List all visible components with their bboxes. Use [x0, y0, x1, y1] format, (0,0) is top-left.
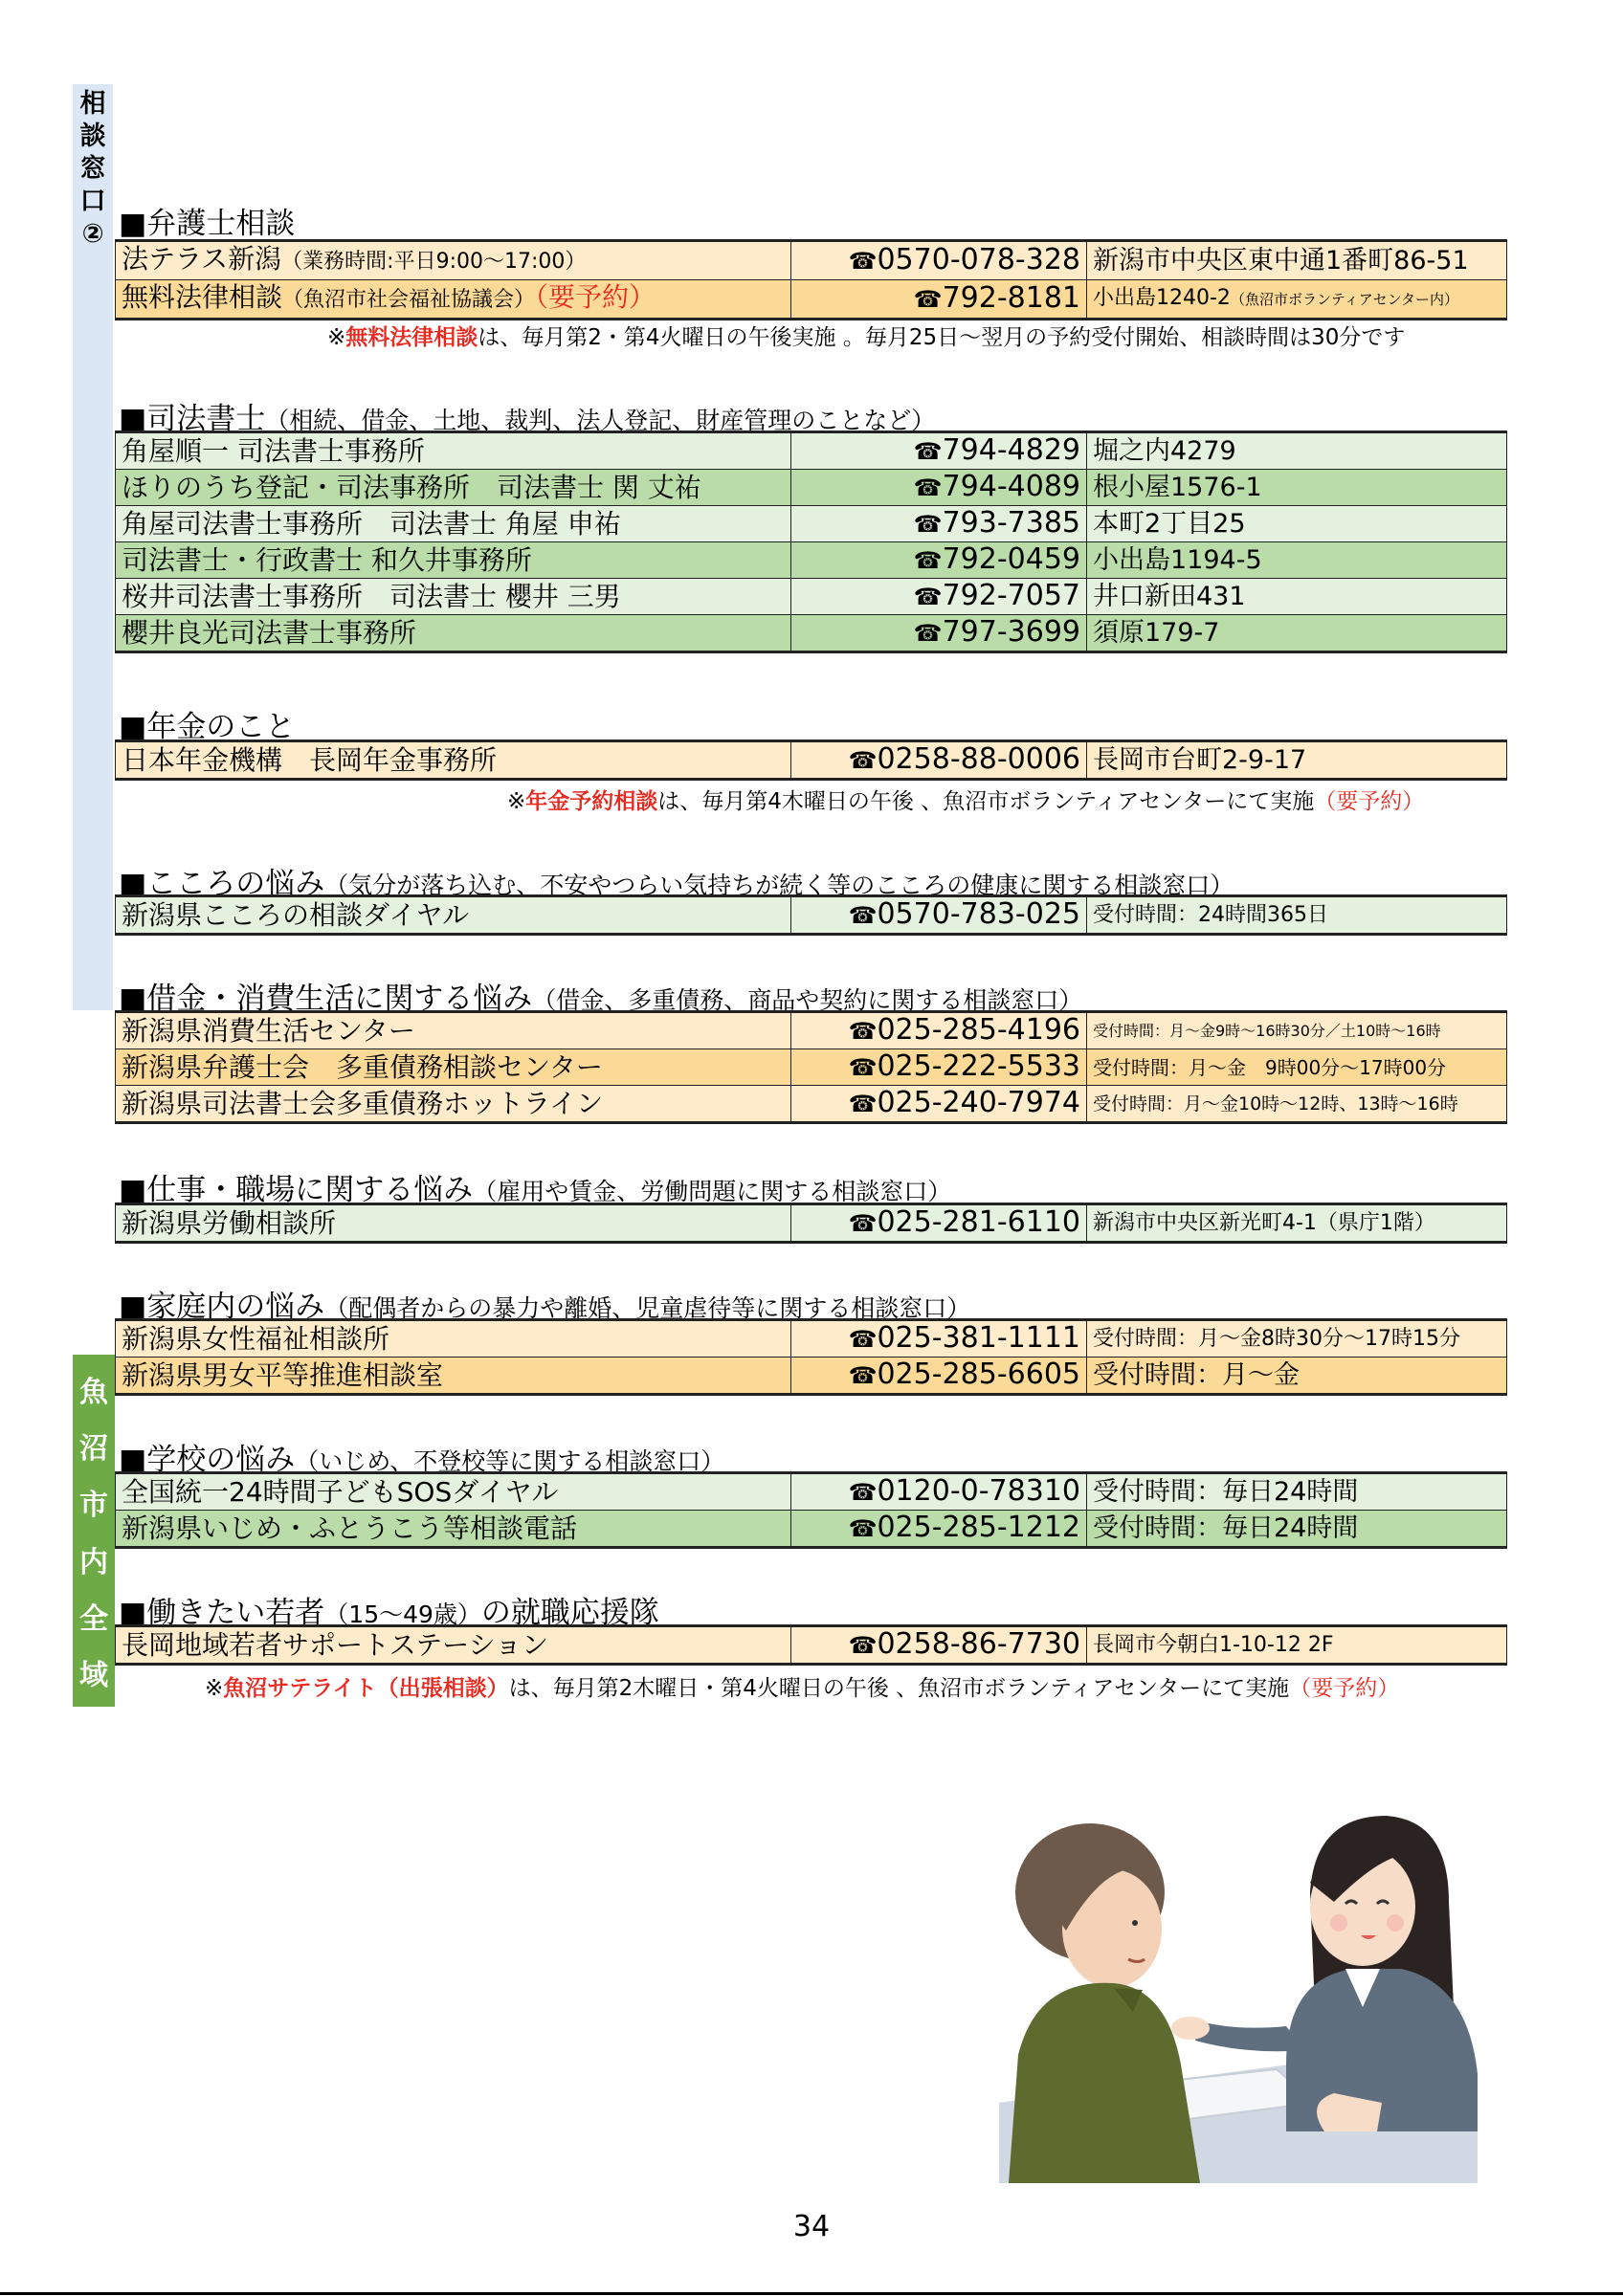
- contact-name: 新潟県男女平等推進相談室: [116, 1358, 791, 1395]
- section-title: ■家庭内の悩み: [119, 1290, 325, 1324]
- pension-note: [507, 784, 1424, 815]
- phone-icon: ☎: [848, 1210, 878, 1237]
- phone-number: 792-7057: [942, 579, 1080, 612]
- phone-number: 0570-783-025: [877, 897, 1080, 931]
- phone-number: 0120-0-78310: [877, 1474, 1080, 1508]
- phone-icon: ☎: [913, 511, 943, 538]
- phone-number: 025-240-7974: [877, 1086, 1080, 1119]
- contact-name: 桜井司法書士事務所 司法書士 櫻井 三男: [116, 579, 791, 615]
- table-row: [116, 741, 1507, 780]
- address-cell: 堀之内4279: [1087, 432, 1507, 470]
- table-row: [116, 280, 1507, 320]
- section-title: ■年金のこと: [119, 710, 296, 744]
- hours-cell: 受付時間：月～金: [1087, 1358, 1507, 1395]
- contact-name: 櫻井良光司法書士事務所: [116, 615, 791, 652]
- phone-cell[interactable]: [791, 280, 1087, 320]
- hours-cell: 受付時間：月～金9時～16時30分／土10時～16時: [1087, 1012, 1507, 1049]
- contact-name: 長岡地域若者サポートステーション: [116, 1626, 791, 1665]
- section-title-suffix: の就職応援隊: [480, 1596, 659, 1630]
- contact-name: 全国統一24時間子どもSOSダイヤル: [116, 1473, 791, 1511]
- side-tab-char: ②: [81, 219, 104, 249]
- contact-name: 日本年金機構 長岡年金事務所: [116, 741, 791, 780]
- phone-number: 793-7385: [942, 506, 1080, 540]
- address-cell: 本町2丁目25: [1087, 506, 1507, 542]
- hours-cell: 受付時間：月～金10時～12時、13時～16時: [1087, 1086, 1507, 1123]
- address-cell: 新潟市中央区東中通1番町86-51: [1087, 241, 1507, 280]
- mind-table: [115, 894, 1507, 936]
- table-row: [116, 579, 1507, 615]
- phone-icon: ☎: [848, 248, 878, 275]
- phone-number: 797-3699: [942, 615, 1080, 649]
- contact-name: 新潟県司法書士会多重債務ホットライン: [116, 1086, 791, 1123]
- side-tab-consultation: [73, 84, 113, 1010]
- note-prefix: ※: [507, 789, 526, 814]
- consultation-illustration: [999, 1816, 1506, 2183]
- business-hours-note: （業務時間:平日9:00～17:00）: [281, 250, 587, 274]
- section-subtitle: （相続、借金、土地、裁判、法人登記、財産管理のことなど）: [265, 407, 936, 434]
- family-table: [115, 1318, 1507, 1396]
- section-subtitle: （15～49歳）: [324, 1601, 481, 1628]
- phone-cell[interactable]: [791, 506, 1087, 542]
- section-subtitle: （借金、多重債務、商品や契約に関する相談窓口）: [532, 986, 1083, 1014]
- side-tab-char: 域: [79, 1659, 108, 1693]
- note-emphasis: 魚沼サテライト（出張相談）: [223, 1676, 509, 1701]
- work-table: [115, 1203, 1507, 1244]
- phone-number: 025-222-5533: [877, 1049, 1080, 1083]
- note-emphasis: 年金予約相談: [525, 789, 658, 814]
- table-row: [116, 1320, 1507, 1358]
- contact-name: [116, 241, 791, 280]
- phone-number: 025-285-1212: [877, 1511, 1080, 1544]
- pension-table: [115, 740, 1507, 781]
- phone-cell[interactable]: [791, 1320, 1087, 1358]
- contact-name: 角屋順一 司法書士事務所: [116, 432, 791, 470]
- note-text: は、毎月第2木曜日・第4火曜日の午後 、魚沼市ボランティアセンターにて実施: [508, 1676, 1290, 1701]
- phone-cell[interactable]: [791, 1511, 1087, 1548]
- contact-name: 新潟県弁護士会 多重債務相談センター: [116, 1049, 791, 1086]
- phone-icon: ☎: [848, 902, 878, 929]
- address-text: 小出島1240-2: [1093, 286, 1231, 310]
- phone-cell[interactable]: [791, 241, 1087, 280]
- section-title: ■学校の悩み: [119, 1443, 296, 1477]
- phone-number: 0570-078-328: [877, 243, 1080, 276]
- hours-cell: 受付時間：月～金 9時00分～17時00分: [1087, 1049, 1507, 1086]
- phone-cell[interactable]: [791, 1012, 1087, 1049]
- phone-cell[interactable]: [791, 1358, 1087, 1395]
- phone-number: 0258-88-0006: [877, 742, 1080, 776]
- organizer-note: （魚沼市社会福祉協議会）: [282, 288, 536, 312]
- note-text: は、毎月第4木曜日の午後 、魚沼市ボランティアセンターにて実施: [657, 789, 1315, 814]
- phone-icon: ☎: [848, 1018, 878, 1045]
- phone-number: 025-281-6110: [877, 1205, 1080, 1239]
- table-row: [116, 506, 1507, 542]
- table-row: [116, 1049, 1507, 1086]
- contact-name-text: 無料法律相談: [122, 281, 283, 313]
- table-row: [116, 542, 1507, 579]
- section-heading-lawyer: [119, 199, 295, 242]
- contact-name: 新潟県消費生活センター: [116, 1012, 791, 1049]
- side-tab-city-wide: [73, 1355, 115, 1707]
- phone-icon: ☎: [913, 547, 943, 574]
- phone-cell[interactable]: [791, 579, 1087, 615]
- phone-icon: ☎: [848, 1362, 878, 1389]
- phone-icon: ☎: [913, 620, 943, 647]
- note-prefix: ※: [205, 1676, 224, 1701]
- phone-cell[interactable]: [791, 896, 1087, 935]
- contact-name: 司法書士・行政書士 和久井事務所: [116, 542, 791, 579]
- address-cell: 根小屋1576-1: [1087, 470, 1507, 506]
- side-tab-char: 沼: [79, 1431, 108, 1466]
- phone-number: 0258-86-7730: [877, 1627, 1080, 1661]
- phone-cell[interactable]: [791, 1204, 1087, 1243]
- phone-cell[interactable]: [791, 432, 1087, 470]
- address-cell: 長岡市台町2-9-17: [1087, 741, 1507, 780]
- phone-icon: ☎: [848, 1326, 878, 1353]
- table-row: [116, 241, 1507, 280]
- page-bottom-rule: [0, 2292, 1623, 2295]
- section-subtitle: （気分が落ち込む、不安やつらい気持ちが続く等のこころの健康に関する相談窓口）: [324, 872, 1234, 899]
- table-row: [116, 1086, 1507, 1123]
- section-title: ■働きたい若者: [119, 1596, 325, 1630]
- table-row: [116, 470, 1507, 506]
- side-tab-char: 談: [79, 121, 106, 151]
- contact-name: ほりのうち登記・司法事務所 司法書士 関 丈祐: [116, 470, 791, 506]
- contact-name-text: 法テラス新潟: [122, 243, 282, 275]
- client-figure: [1009, 1823, 1200, 2183]
- contact-name: 角屋司法書士事務所 司法書士 角屋 申祐: [116, 506, 791, 542]
- table-row: [116, 1358, 1507, 1395]
- phone-icon: ☎: [848, 1054, 878, 1081]
- phone-number: 792-8181: [942, 281, 1080, 315]
- debt-table: [115, 1010, 1507, 1124]
- phone-icon: ☎: [848, 747, 878, 774]
- phone-icon: ☎: [848, 1479, 878, 1506]
- table-row: [116, 1473, 1507, 1511]
- phone-cell[interactable]: [791, 1049, 1087, 1086]
- address-cell: 長岡市今朝白1-10-12 2F: [1087, 1626, 1507, 1665]
- reservation-required-note: （要予約）: [1314, 789, 1425, 814]
- school-table: [115, 1471, 1507, 1549]
- reservation-required-note: （要予約）: [1289, 1676, 1400, 1701]
- note-emphasis: 無料法律相談: [345, 325, 478, 350]
- contact-name: 新潟県女性福祉相談所: [116, 1320, 791, 1358]
- phone-icon: ☎: [848, 1515, 878, 1542]
- contact-name: 新潟県いじめ・ふとうこう等相談電話: [116, 1511, 791, 1548]
- address-cell: 井口新田431: [1087, 579, 1507, 615]
- section-title: ■借金・消費生活に関する悩み: [119, 982, 533, 1016]
- hours-cell: 受付時間：毎日24時間: [1087, 1473, 1507, 1511]
- table-row: [116, 615, 1507, 652]
- phone-icon: ☎: [913, 438, 943, 465]
- hours-cell: 受付時間：毎日24時間: [1087, 1511, 1507, 1548]
- phone-icon: ☎: [913, 584, 943, 610]
- section-title: ■こころの悩み: [119, 867, 325, 901]
- address-note: （魚沼市ボランティアセンター内）: [1230, 291, 1458, 308]
- phone-number: 794-4829: [942, 433, 1080, 467]
- address-cell: 新潟市中央区新光町4-1（県庁1階）: [1087, 1204, 1507, 1243]
- youth-table: [115, 1624, 1507, 1666]
- side-tab-char: 口: [79, 187, 106, 216]
- page-number: 34: [792, 2210, 831, 2243]
- table-row: [116, 896, 1507, 935]
- phone-cell[interactable]: [791, 1473, 1087, 1511]
- phone-cell[interactable]: [791, 615, 1087, 652]
- phone-number: 792-0459: [942, 542, 1080, 576]
- side-tab-char: 魚: [79, 1375, 108, 1409]
- side-tab-char: 相: [79, 89, 106, 119]
- youth-note: [205, 1670, 1399, 1702]
- reservation-required-note: （要予約）: [535, 281, 656, 313]
- phone-icon: ☎: [913, 286, 943, 313]
- section-title: ■弁護士相談: [119, 207, 296, 241]
- section-subtitle: （いじめ、不登校等に関する相談窓口）: [295, 1447, 725, 1475]
- side-tab-char: 窓: [79, 154, 106, 184]
- section-subtitle: （雇用や賃金、労働問題に関する相談窓口）: [473, 1178, 952, 1205]
- phone-cell[interactable]: [791, 1626, 1087, 1665]
- phone-number: 025-285-6605: [877, 1358, 1080, 1391]
- table-row: [116, 1626, 1507, 1665]
- phone-number: 025-285-4196: [877, 1013, 1080, 1047]
- table-row: [116, 1204, 1507, 1243]
- section-title: ■司法書士: [119, 402, 266, 436]
- section-subtitle: （配偶者からの暴力や離婚、児童虐待等に関する相談窓口）: [324, 1294, 971, 1322]
- contact-name: [116, 280, 791, 320]
- phone-icon: ☎: [913, 475, 943, 501]
- phone-cell[interactable]: [791, 741, 1087, 780]
- judicial-table: [115, 430, 1507, 653]
- hours-cell: 受付時間：24時間365日: [1087, 896, 1507, 935]
- phone-icon: ☎: [848, 1632, 878, 1659]
- address-cell: 小出島1194-5: [1087, 542, 1507, 579]
- table-row: [116, 1511, 1507, 1548]
- phone-cell[interactable]: [791, 542, 1087, 579]
- note-prefix: ※: [327, 325, 346, 350]
- side-tab-char: 内: [79, 1545, 108, 1579]
- hours-cell: 受付時間：月～金8時30分～17時15分: [1087, 1320, 1507, 1358]
- table-row: [116, 1012, 1507, 1049]
- address-cell: [1087, 280, 1507, 320]
- section-title: ■仕事・職場に関する悩み: [119, 1173, 474, 1207]
- lawyer-note: [327, 320, 1405, 351]
- lawyer-table: [115, 239, 1507, 320]
- address-cell: 須原179-7: [1087, 615, 1507, 652]
- note-text: は、毎月第2・第4火曜日の午後実施 。毎月25日～翌月の予約受付開始、相談時間は30分です: [478, 325, 1406, 350]
- phone-icon: ☎: [848, 1091, 878, 1117]
- phone-cell[interactable]: [791, 470, 1087, 506]
- phone-number: 794-4089: [942, 470, 1080, 503]
- side-tab-char: 市: [79, 1489, 108, 1523]
- table-row: [116, 432, 1507, 470]
- phone-number: 025-381-1111: [877, 1321, 1080, 1355]
- phone-cell[interactable]: [791, 1086, 1087, 1123]
- contact-name: 新潟県こころの相談ダイヤル: [116, 896, 791, 935]
- contact-name: 新潟県労働相談所: [116, 1204, 791, 1243]
- side-tab-char: 全: [79, 1601, 108, 1636]
